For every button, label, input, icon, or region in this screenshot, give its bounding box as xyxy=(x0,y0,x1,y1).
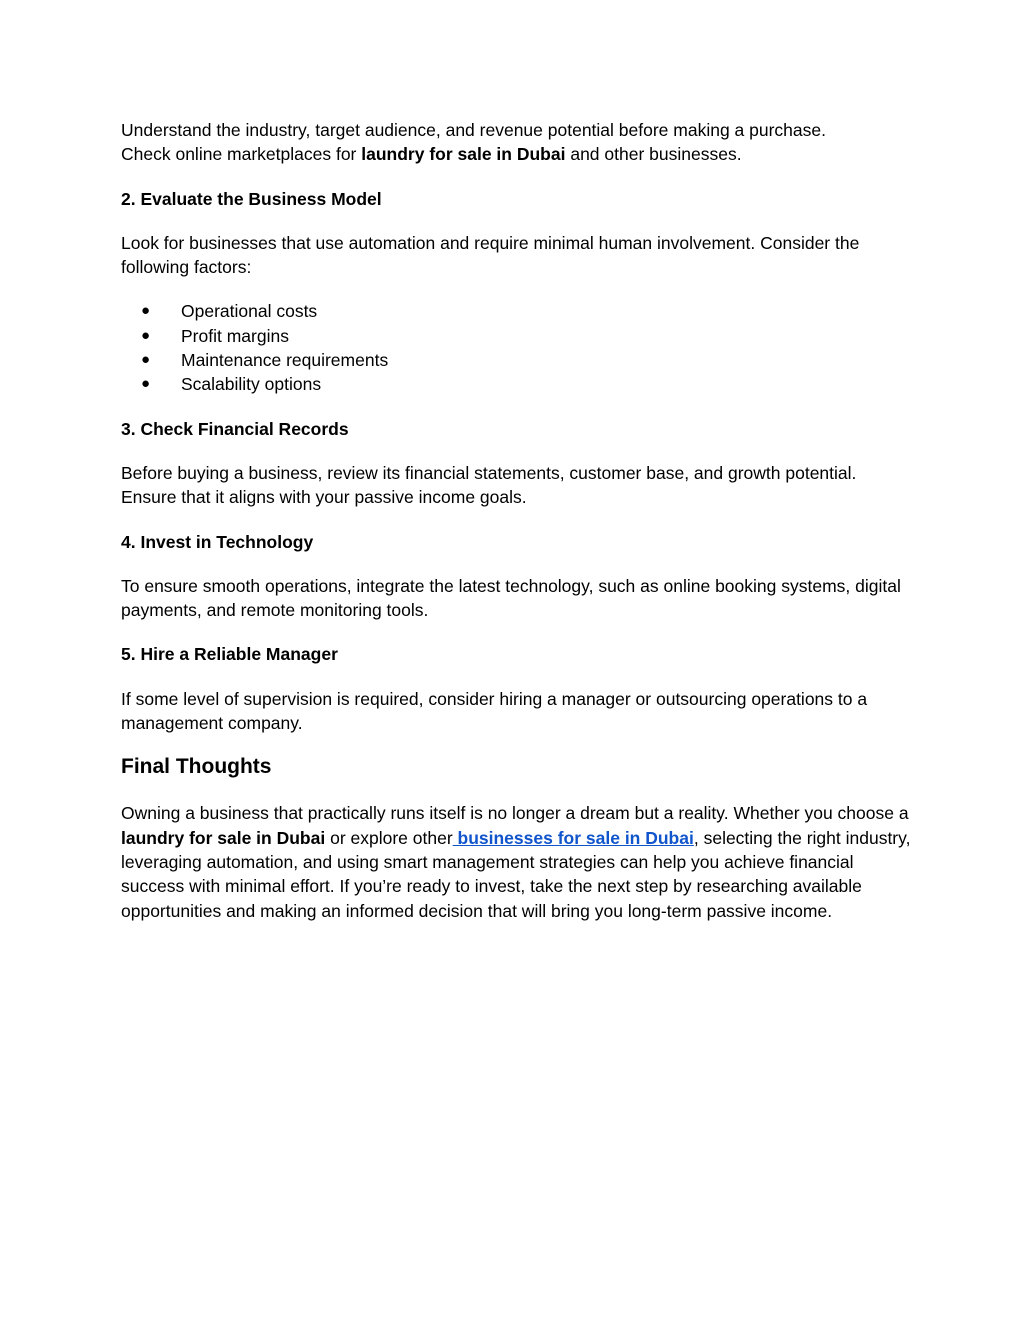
section-2-body: Look for businesses that use automation and require minimal human involvement. Consider the following factors: xyxy=(121,232,860,278)
section-3-heading: 3. Check Financial Records xyxy=(121,418,349,439)
final-text-start: Owning a business that practically runs itself is no longer a dream but a reality. Whether you choose a xyxy=(121,803,909,824)
final-keyword: laundry for sale in Dubai xyxy=(121,827,326,848)
bullet-icon: ● xyxy=(141,302,151,320)
section-4-body: To ensure smooth operations, integrate the latest technology, such as online booking systems, digital payments, and remote monitoring tools. xyxy=(121,575,901,621)
businesses-for-sale-link[interactable]: businesses for sale in Dubai xyxy=(452,827,694,848)
section-5-heading: 5. Hire a Reliable Manager xyxy=(121,644,338,665)
list-item-label: Maintenance requirements xyxy=(181,350,389,371)
list-item xyxy=(121,324,911,348)
intro-line-2-end: and other businesses. xyxy=(565,144,742,165)
factor-list xyxy=(121,299,911,396)
list-item-label: Operational costs xyxy=(181,301,318,322)
intro-line-2-start: Check online marketplaces for xyxy=(121,144,362,165)
intro-keyword: laundry for sale in Dubai xyxy=(361,144,566,165)
list-item-label: Scalability options xyxy=(181,374,322,395)
section-4-heading: 4. Invest in Technology xyxy=(121,531,314,552)
list-item xyxy=(121,372,911,396)
list-item xyxy=(121,299,911,323)
section-3-body: Before buying a business, review its financial statements, customer base, and growth potential. Ensure that it aligns with your passive income goals. xyxy=(121,462,857,508)
section-5-body: If some level of supervision is required, consider hiring a manager or outsourcing operations to a management company. xyxy=(121,688,868,734)
intro-paragraph xyxy=(121,118,911,167)
final-thoughts-body xyxy=(121,801,911,922)
section-2-heading: 2. Evaluate the Business Model xyxy=(121,188,382,209)
list-item xyxy=(121,348,911,372)
document-content xyxy=(121,118,911,923)
list-item-label: Profit margins xyxy=(181,325,289,346)
final-text-mid: or explore other xyxy=(325,827,453,848)
final-text-end: , selecting the right industry, leveraging automation, and using smart management strategies can help you achieve financial success with minimal effort. If you’re ready to invest, take the next step by researching available opportunities and making an informed decision that will bring you long-term passive income. xyxy=(121,827,911,921)
bullet-icon: ● xyxy=(141,375,151,393)
final-thoughts-heading: Final Thoughts xyxy=(121,755,272,779)
bullet-icon: ● xyxy=(141,326,151,344)
bullet-icon: ● xyxy=(141,351,151,369)
intro-line-1: Understand the industry, target audience, and revenue potential before making a purchase. xyxy=(121,120,826,140)
